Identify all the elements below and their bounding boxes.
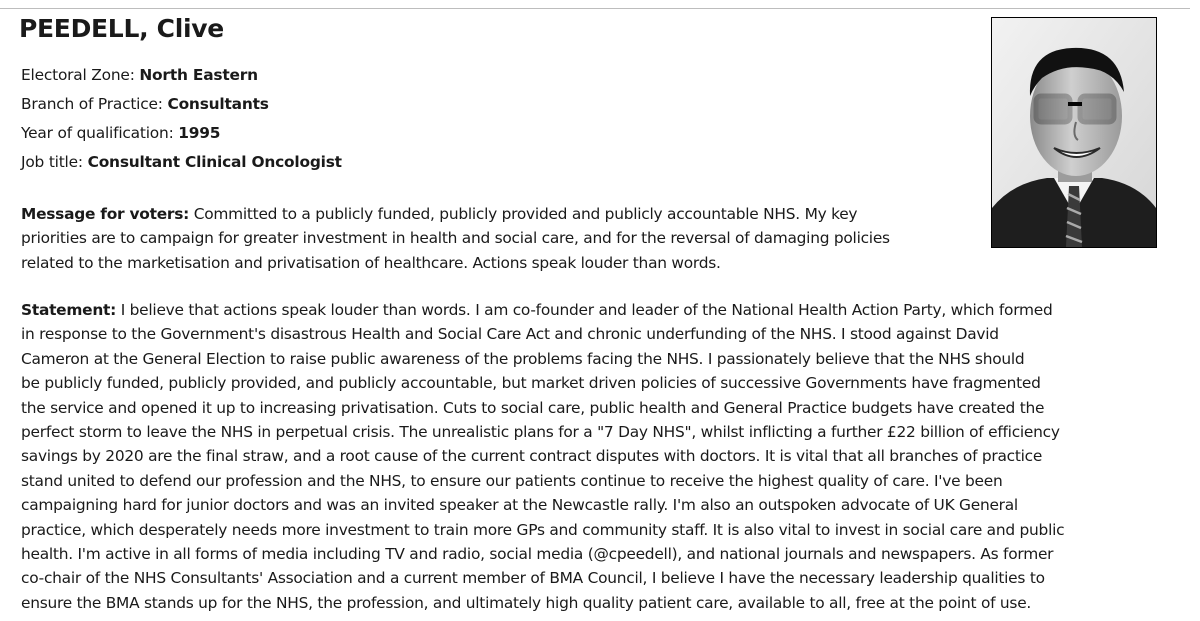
message-for-voters bbox=[21, 202, 890, 275]
statement-line: in response to the Government's disastrous Health and Social Care Act and chronic underfunding of the NHS. I stood against David bbox=[21, 325, 999, 344]
fact-label: Year of qualification: bbox=[21, 124, 179, 142]
candidate-photo bbox=[991, 17, 1157, 248]
statement-line: ensure the BMA stands up for the NHS, the profession, and ultimately high quality patient care, available to all, free at the point of use. bbox=[21, 593, 1032, 612]
statement-line: health. I'm active in all forms of media including TV and radio, social media (@cpeedell), and national journals and newspapers. As former bbox=[21, 545, 1054, 564]
statement-text: I believe that actions speak louder than words. I am co-founder and leader of the National Health Action Party, which formed bbox=[116, 301, 1053, 319]
top-divider bbox=[0, 8, 1190, 9]
statement-line bbox=[21, 298, 1064, 322]
candidate-facts bbox=[21, 61, 342, 177]
message-text: Committed to a publicly funded, publicly provided and publicly accountable NHS. My key bbox=[189, 205, 858, 223]
fact-value: Consultants bbox=[167, 95, 269, 113]
candidate-name: PEEDELL, Clive bbox=[19, 14, 224, 43]
message-line bbox=[21, 202, 890, 226]
fact-job-title bbox=[21, 148, 342, 177]
statement-line: campaigning hard for junior doctors and was an invited speaker at the Newcastle rally. I'm also an outspoken advocate of UK General bbox=[21, 496, 1018, 515]
fact-year-of-qualification bbox=[21, 119, 342, 148]
fact-branch-of-practice bbox=[21, 90, 342, 119]
fact-label: Electoral Zone: bbox=[21, 66, 140, 84]
fact-value: 1995 bbox=[178, 124, 221, 142]
statement-line: stand united to defend our profession and the NHS, to ensure our patients continue to receive the highest quality of care. I've been bbox=[21, 471, 1003, 490]
fact-value: North Eastern bbox=[139, 66, 258, 84]
message-line: related to the marketisation and privatisation of healthcare. Actions speak louder than words. bbox=[21, 253, 721, 272]
fact-electoral-zone bbox=[21, 61, 342, 90]
message-line: priorities are to campaign for greater investment in health and social care, and for the reversal of damaging policies bbox=[21, 229, 890, 248]
fact-label: Branch of Practice: bbox=[21, 95, 168, 113]
statement-line: Cameron at the General Election to raise public awareness of the problems facing the NHS. I passionately believe that the NHS should bbox=[21, 349, 1025, 368]
statement-line: savings by 2020 are the final straw, and a root cause of the current contract disputes with doctors. It is vital that all branches of practice bbox=[21, 447, 1043, 466]
statement-line: practice, which desperately needs more investment to train more GPs and community staff. It is also vital to invest in social care and public bbox=[21, 520, 1065, 539]
portrait-image bbox=[992, 18, 1156, 247]
statement-line: be publicly funded, publicly provided, and publicly accountable, but market driven policies of successive Governments have fragmented bbox=[21, 374, 1041, 393]
statement-line: perfect storm to leave the NHS in perpetual crisis. The unrealistic plans for a "7 Day NHS", whilst inflicting a further £22 billion of efficiency bbox=[21, 423, 1060, 442]
statement-line: the service and opened it up to increasing privatisation. Cuts to social care, public health and General Practice budgets have created the bbox=[21, 398, 1045, 417]
statement-line: co-chair of the NHS Consultants' Association and a current member of BMA Council, I believe I have the necessary leadership qualities to bbox=[21, 569, 1045, 588]
statement bbox=[21, 298, 1064, 615]
statement-label: Statement: bbox=[21, 301, 117, 319]
fact-value: Consultant Clinical Oncologist bbox=[87, 153, 342, 171]
fact-label: Job title: bbox=[21, 153, 88, 171]
message-label: Message for voters: bbox=[21, 205, 190, 223]
